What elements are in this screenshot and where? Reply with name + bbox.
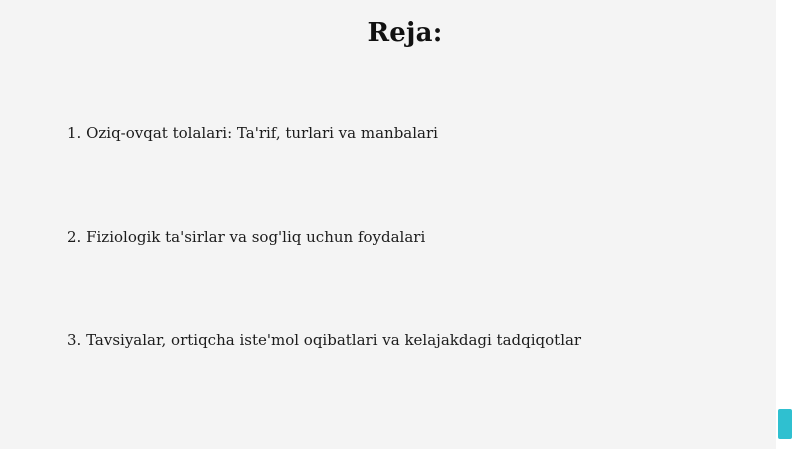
plan-item-1: 1. Oziq-ovqat tolalari: Ta'rif, turlari va manbalari: [67, 124, 438, 142]
slide-title: Reja:: [367, 18, 443, 48]
plan-item-2: 2. Fiziologik ta'sirlar va sog'liq uchun foydalari: [67, 228, 426, 246]
plan-item-3: 3. Tavsiyalar, ortiqcha iste'mol oqibatlari va kelajakdagi tadqiqotlar: [67, 331, 582, 349]
scrollbar-thumb[interactable]: [778, 409, 792, 439]
scrollbar-track[interactable]: [776, 0, 800, 449]
